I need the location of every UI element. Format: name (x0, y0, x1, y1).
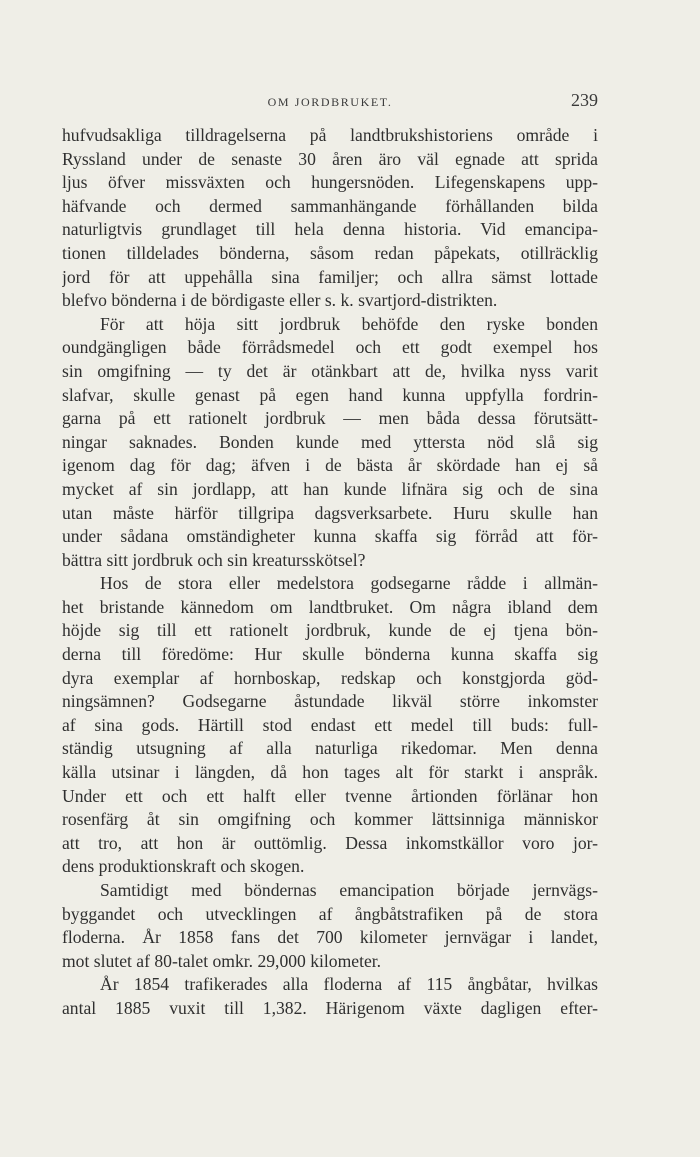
text-line: af sina gods. Härtill stod endast ett medel till buds: full- (62, 714, 598, 735)
text-line: garna på ett rationelt jordbruk — men båda dessa förutsätt- (62, 408, 598, 429)
text-line: ständig utsugning af alla naturliga rikedomar. Men denna (62, 738, 598, 759)
text-line: tionen tilldelades bönderna, såsom redan påpekats, otillräcklig (62, 242, 598, 263)
paragraph (62, 879, 598, 973)
text-line: dyra exemplar af hornboskap, redskap och konstgjorda göd- (62, 667, 598, 688)
text-line: År 1854 trafikerades alla floderna af 115 ångbåtar, hvilkas (100, 974, 598, 995)
body-text (62, 124, 598, 1021)
text-line: antal 1885 vuxit till 1,382. Härigenom växte dagligen efter- (62, 997, 598, 1018)
text-line: rosenfärg åt sin omgifning och kommer lättsinniga människor (62, 809, 598, 830)
text-line: blefvo bönderna i de bördigaste eller s. k. svartjord-distrikten. (62, 290, 498, 311)
text-line: mot slutet af 80-talet omkr. 29,000 kilometer. (62, 950, 382, 971)
text-line: Hos de stora eller medelstora godsegarne rådde i allmän- (100, 573, 598, 594)
text-line: utan måste härför tillgripa dagsverksarbete. Huru skulle han (62, 502, 598, 523)
text-line: mycket af sin jordlapp, att han kunde lifnära sig och de sina (62, 478, 598, 499)
text-line: ningsämnen? Godsegarne åstundade likväl större inkomster (62, 691, 598, 712)
paragraph (62, 313, 598, 573)
text-line: derna till föredöme: Hur skulle bönderna kunna skaffa sig (62, 644, 598, 665)
text-line: jord för att uppehålla sina familjer; och allra sämst lottade (62, 266, 598, 287)
text-line: höjde sig till ett rationelt jordbruk, kunde de ej tjena bön- (62, 620, 598, 641)
text-line: oundgängligen både förrådsmedel och ett godt exempel hos (62, 337, 598, 358)
text-line: slafvar, skulle genast på egen hand kunna uppfylla fordrin- (62, 384, 598, 405)
text-line: hufvudsakliga tilldragelserna på landtbrukshistoriens område i (62, 125, 598, 145)
text-line: sin omgifning — ty det är otänkbart att de, hvilka nyss varit (62, 360, 598, 381)
text-line: att tro, att hon är outtömlig. Dessa inkomstkällor voro jor- (62, 832, 598, 853)
text-line: För att höja sitt jordbruk behöfde den ryske bonden (100, 313, 598, 334)
text-line: Ryssland under de senaste 30 åren äro väl egnade att sprida (62, 148, 598, 169)
text-line: dens produktionskraft och skogen. (62, 856, 305, 877)
text-line: häfvande och dermed sammanhängande förhållanden bilda (62, 195, 598, 216)
text-line: källa utsinar i längden, då hon tages alt för starkt i anspråk. (62, 762, 598, 783)
text-line: Under ett och ett halft eller tvenne årtionden förlänar hon (62, 785, 598, 806)
text-line: under sådana omständigheter kunna skaffa sig förråd att för- (62, 526, 598, 547)
running-head (62, 90, 598, 116)
text-line: ljus öfver missväxten och hungersnöden. Lifegenskapens upp- (62, 172, 598, 193)
text-line: Samtidigt med böndernas emancipation började jernvägs- (100, 880, 598, 900)
text-line: igenom dag för dag; äfven i de bästa år skördade han ej så (62, 455, 598, 476)
paragraph (62, 973, 598, 1020)
running-title: OM JORDBRUKET. (267, 95, 393, 109)
text-line: byggandet och utvecklingen af ångbåtstrafiken på de stora (62, 903, 598, 924)
text-line: naturligtvis grundlaget till hela denna historia. Vid emancipa- (62, 219, 598, 240)
page-number: 239 (571, 90, 598, 110)
text-line: ningar saknades. Bonden kunde med yttersta nöd slå sig (62, 431, 598, 452)
text-line: het bristande kännedom om landtbruket. Om några ibland dem (62, 596, 598, 617)
paragraph (62, 572, 598, 879)
paragraph (62, 124, 598, 313)
text-line: floderna. År 1858 fans det 700 kilometer jernvägar i landet, (62, 927, 598, 948)
text-line: bättra sitt jordbruk och sin kreatursskötsel? (62, 549, 366, 570)
